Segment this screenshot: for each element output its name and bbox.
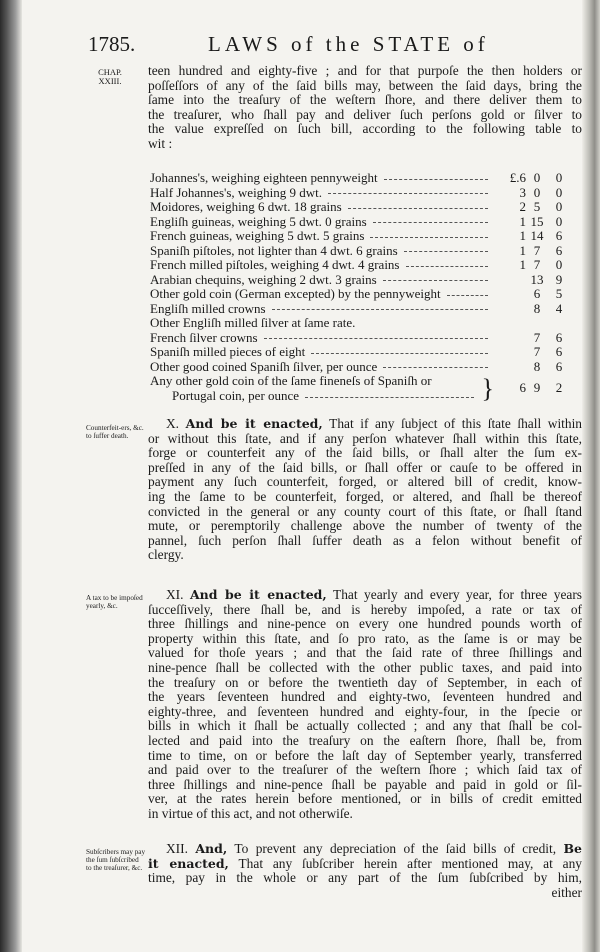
dot-leader [328,193,488,194]
coin-name: Moidores, weighing 6 dwt. 18 grains [150,199,342,214]
coin-value-table [150,171,570,403]
shillings-value: 0 [533,170,541,185]
text-line: preſſed in any of the ſaid bills, or ſhall offer or cauſe to be offered in [148,460,582,475]
pence-value: 5 [555,286,563,301]
dot-leader [264,338,488,339]
coin-name: Other gold coin (German excepted) by the pennyweight [150,286,441,301]
text-line: and paid over to the treaſurer of the weſtern ſhore ; which ſaid tax of [148,763,582,778]
table-row [150,258,570,273]
table-row [150,287,570,302]
coin-name: French milled piſtoles, weighing 4 dwt. 4 grains [150,257,400,272]
text-span: To prevent any depreciation of the ſaid bills of credit, [234,842,557,856]
text-line: forge or counterfeit any of the ſaid bills, or ſhall alter the ſum ex- [148,446,582,461]
coin-name: French guineas, weighing 5 dwt. 5 grains [150,228,365,243]
text-line: ver, at the rates herein before mentioned, or in bills of credit emitted [148,792,582,807]
pence-value: 6 [555,228,563,243]
shillings-value: 7 [533,344,541,359]
pounds-value: 1 [519,213,526,229]
coin-name: French ſilver crowns [150,329,258,345]
text-line [148,842,582,857]
text-line: eighty-three, and ſeventeen hundred and eighty-four, in the ſpecie or [148,704,582,719]
text-line: valued for thoſe years ; and that the ſaid rate of three ſhillings and [148,646,582,661]
table-row [150,215,570,230]
text-line: the years ſeventeen hundred and eighty-two, ſeventeen hundred and [148,690,582,705]
pounds-value: 1 [519,228,526,243]
chapter-word: CHAP. [98,67,122,77]
text-line [148,417,582,432]
shillings-value: 7 [533,257,541,272]
text-line: ſucceſſively, there ſhall be, and is hereby impoſed, a rate or tax of [148,602,582,617]
section-xii [148,842,582,900]
coin-name: Spaniſh milled pieces of eight [150,344,306,359]
table-row [150,345,570,360]
shillings-value: 9 [533,380,541,396]
intro-paragraph [148,64,582,152]
text-line: ſame into the treaſury of the weſtern ſhore, and there deliver them to [148,93,582,108]
table-row [150,302,570,317]
pence-value: 6 [555,358,563,374]
text-line: the treaſury on or before the twentieth day of September, in each of [148,675,582,690]
enacting-clause: it enacted, [148,856,229,871]
text-line: mute, or peremptorily challenge above the number of twenty of the [148,519,582,534]
enacting-clause: And be it enacted, [189,588,327,602]
coin-name: Arabian chequins, weighing 2 dwt. 3 grains [150,271,377,287]
text-line: nine-pence ſhall be collected with the other public taxes, and paid into [148,660,582,675]
margin-note-counterfeiters: Counterfeit-ers, &c. to ſuffer death. [86,424,144,440]
pounds-value: £.6 [509,170,526,185]
dot-leader [373,222,488,223]
dot-leader [370,237,488,238]
enacting-clause: And, [195,842,228,856]
pounds-value: 1 [519,257,526,272]
text-line: property within this ſtate, and ſo pro rato, as the ſame is or may be [148,631,582,646]
text-line: convicted in the general or any county court of this ſtate, or ſhall ſtand [148,504,582,519]
coin-name [150,374,482,403]
pounds-value: 6 [519,380,526,396]
page-year: 1785. [88,32,136,56]
text-line: time to time, on or before the laſt day of September yearly, transferred [148,748,582,763]
section-number: XI. [166,588,184,602]
dot-leader [383,280,488,281]
table-row [150,171,570,186]
shillings-value: 6 [533,286,541,301]
pounds-value: 2 [519,199,526,214]
text-line [148,588,582,603]
table-row [150,186,570,201]
coin-name: Engliſh milled crowns [150,300,266,316]
shillings-value: 8 [533,300,541,316]
enacting-clause: And be it enacted, [185,417,323,431]
text-span: That yearly and every year, for three years [333,588,582,602]
text-line: payment any ſuch counterfeit, forged, or altered bill of credit, know- [148,475,582,490]
coin-name-line: Any other gold coin of the ſame fineneſs of Spaniſh or [150,373,432,388]
running-title: LAWS of the STATE of [208,32,489,56]
dot-leader [348,208,488,209]
margin-note-subscribers: Subſcribers may pay the ſum ſubſcribed to the treaſurer, &c. [86,848,146,872]
table-row [150,273,570,288]
text-line [148,857,582,872]
pence-value: 6 [555,242,563,258]
text-line: clergy. [148,548,184,563]
shillings-value: 5 [533,199,541,214]
page-header [88,32,568,58]
dot-leader [404,251,488,252]
shillings-value: 7 [533,242,541,258]
text-line: time, pay in the whole or any part of the ſum ſubſcribed by him, [148,871,582,886]
coin-name: Other good coined Spaniſh ſilver, per ounce [150,358,378,374]
section-xi [148,588,582,822]
dot-leader [383,367,488,368]
dot-leader [311,353,488,354]
text-line: poſſeſſors of any of the ſaid bills may, between the ſaid days, bring the [148,78,582,93]
table-row [150,331,570,346]
coin-name: Engliſh guineas, weighing 5 dwt. 0 grains [150,213,367,229]
book-binding-shadow [0,0,22,952]
section-x [148,417,582,563]
pounds-value: 3 [519,184,526,200]
text-line: wit : [148,136,173,151]
shillings-value: 15 [530,213,544,229]
text-line: pannel, ſuch perſon ſhall ſuffer death as a felon without benefit of [148,533,582,548]
table-row [150,244,570,259]
shillings-value: 0 [533,184,541,200]
coin-name: Spaniſh piſtoles, not lighter than 4 dwt. 6 grains [150,242,398,258]
coin-name: Other Engliſh milled ſilver at ſame rate. [150,315,356,330]
text-span: That if any ſubject of this ſtate ſhall within [329,417,582,431]
text-span: That any ſubſcriber herein after mentioned may, at any [238,856,582,871]
coin-name: Johannes's, weighing eighteen pennyweight [150,170,378,185]
text-line: lected and paid into the treaſury on the eaſtern ſhore, ſhall be, from [148,733,582,748]
dot-leader [447,295,488,296]
text-line: teen hundred and eighty-five ; and for that purpoſe the then holders or [148,64,582,78]
text-line: three ſhillings and nine-pence ſhall be payable and paid in gold or ſil- [148,777,582,792]
pence-value: 4 [555,300,563,316]
pence-value: 9 [555,271,563,287]
table-row [150,360,570,375]
table-row [150,316,570,331]
shillings-value: 7 [533,329,541,345]
text-line: ing the ſame to be counterfeit, forged, or altered, and ſhall be thereof [148,489,582,504]
text-line: bills in which it ſhall be actually collected ; and any that ſhall be col- [148,719,582,734]
coin-name: Half Johannes's, weighing 9 dwt. [150,184,323,200]
table-row [150,229,570,244]
text-line: the value expreſſed on ſuch bill, according to the following table to [148,122,582,137]
section-number: XII. [166,842,188,856]
page-edge-shadow [582,0,600,952]
shillings-value: 13 [530,271,544,287]
pence-value: 0 [555,199,563,214]
chapter-number: XXIII. [98,76,122,86]
chapter-label [88,68,132,86]
text-span: Be [563,842,582,856]
section-number: X. [166,417,180,431]
pence-value: 0 [555,257,563,272]
catchword: either [551,885,582,900]
pence-value: 6 [555,344,563,359]
brace-icon: } [481,373,494,403]
pence-value: 0 [555,170,563,185]
text-line: in virtue of this act, and not otherwiſe. [148,806,353,821]
shillings-value: 8 [533,358,541,374]
table-row [150,200,570,215]
text-line: three ſhillings and nine-pence on every one hundred pounds worth of [148,617,582,632]
dot-leader [272,309,488,310]
pounds-value: 1 [519,242,526,258]
pence-value: 6 [555,329,563,345]
pence-value: 0 [555,184,563,200]
margin-note-tax: A tax to be impoſed yearly, &c. [86,594,143,610]
pence-value: 0 [555,213,563,229]
table-row [150,374,570,403]
dot-leader [384,179,488,180]
coin-name-line: Portugal coin, per ounce [172,387,300,403]
dot-leader [406,266,489,267]
shillings-value: 14 [530,228,544,243]
dot-leader [305,397,473,398]
text-line: the treaſurer, who ſhall pay and deliver ſuch perſons gold or ſilver to [148,107,582,122]
text-line: or without this ſtate, and if any perſon whatever ſhall within this ſtate, [148,431,582,446]
pence-value: 2 [555,380,563,396]
